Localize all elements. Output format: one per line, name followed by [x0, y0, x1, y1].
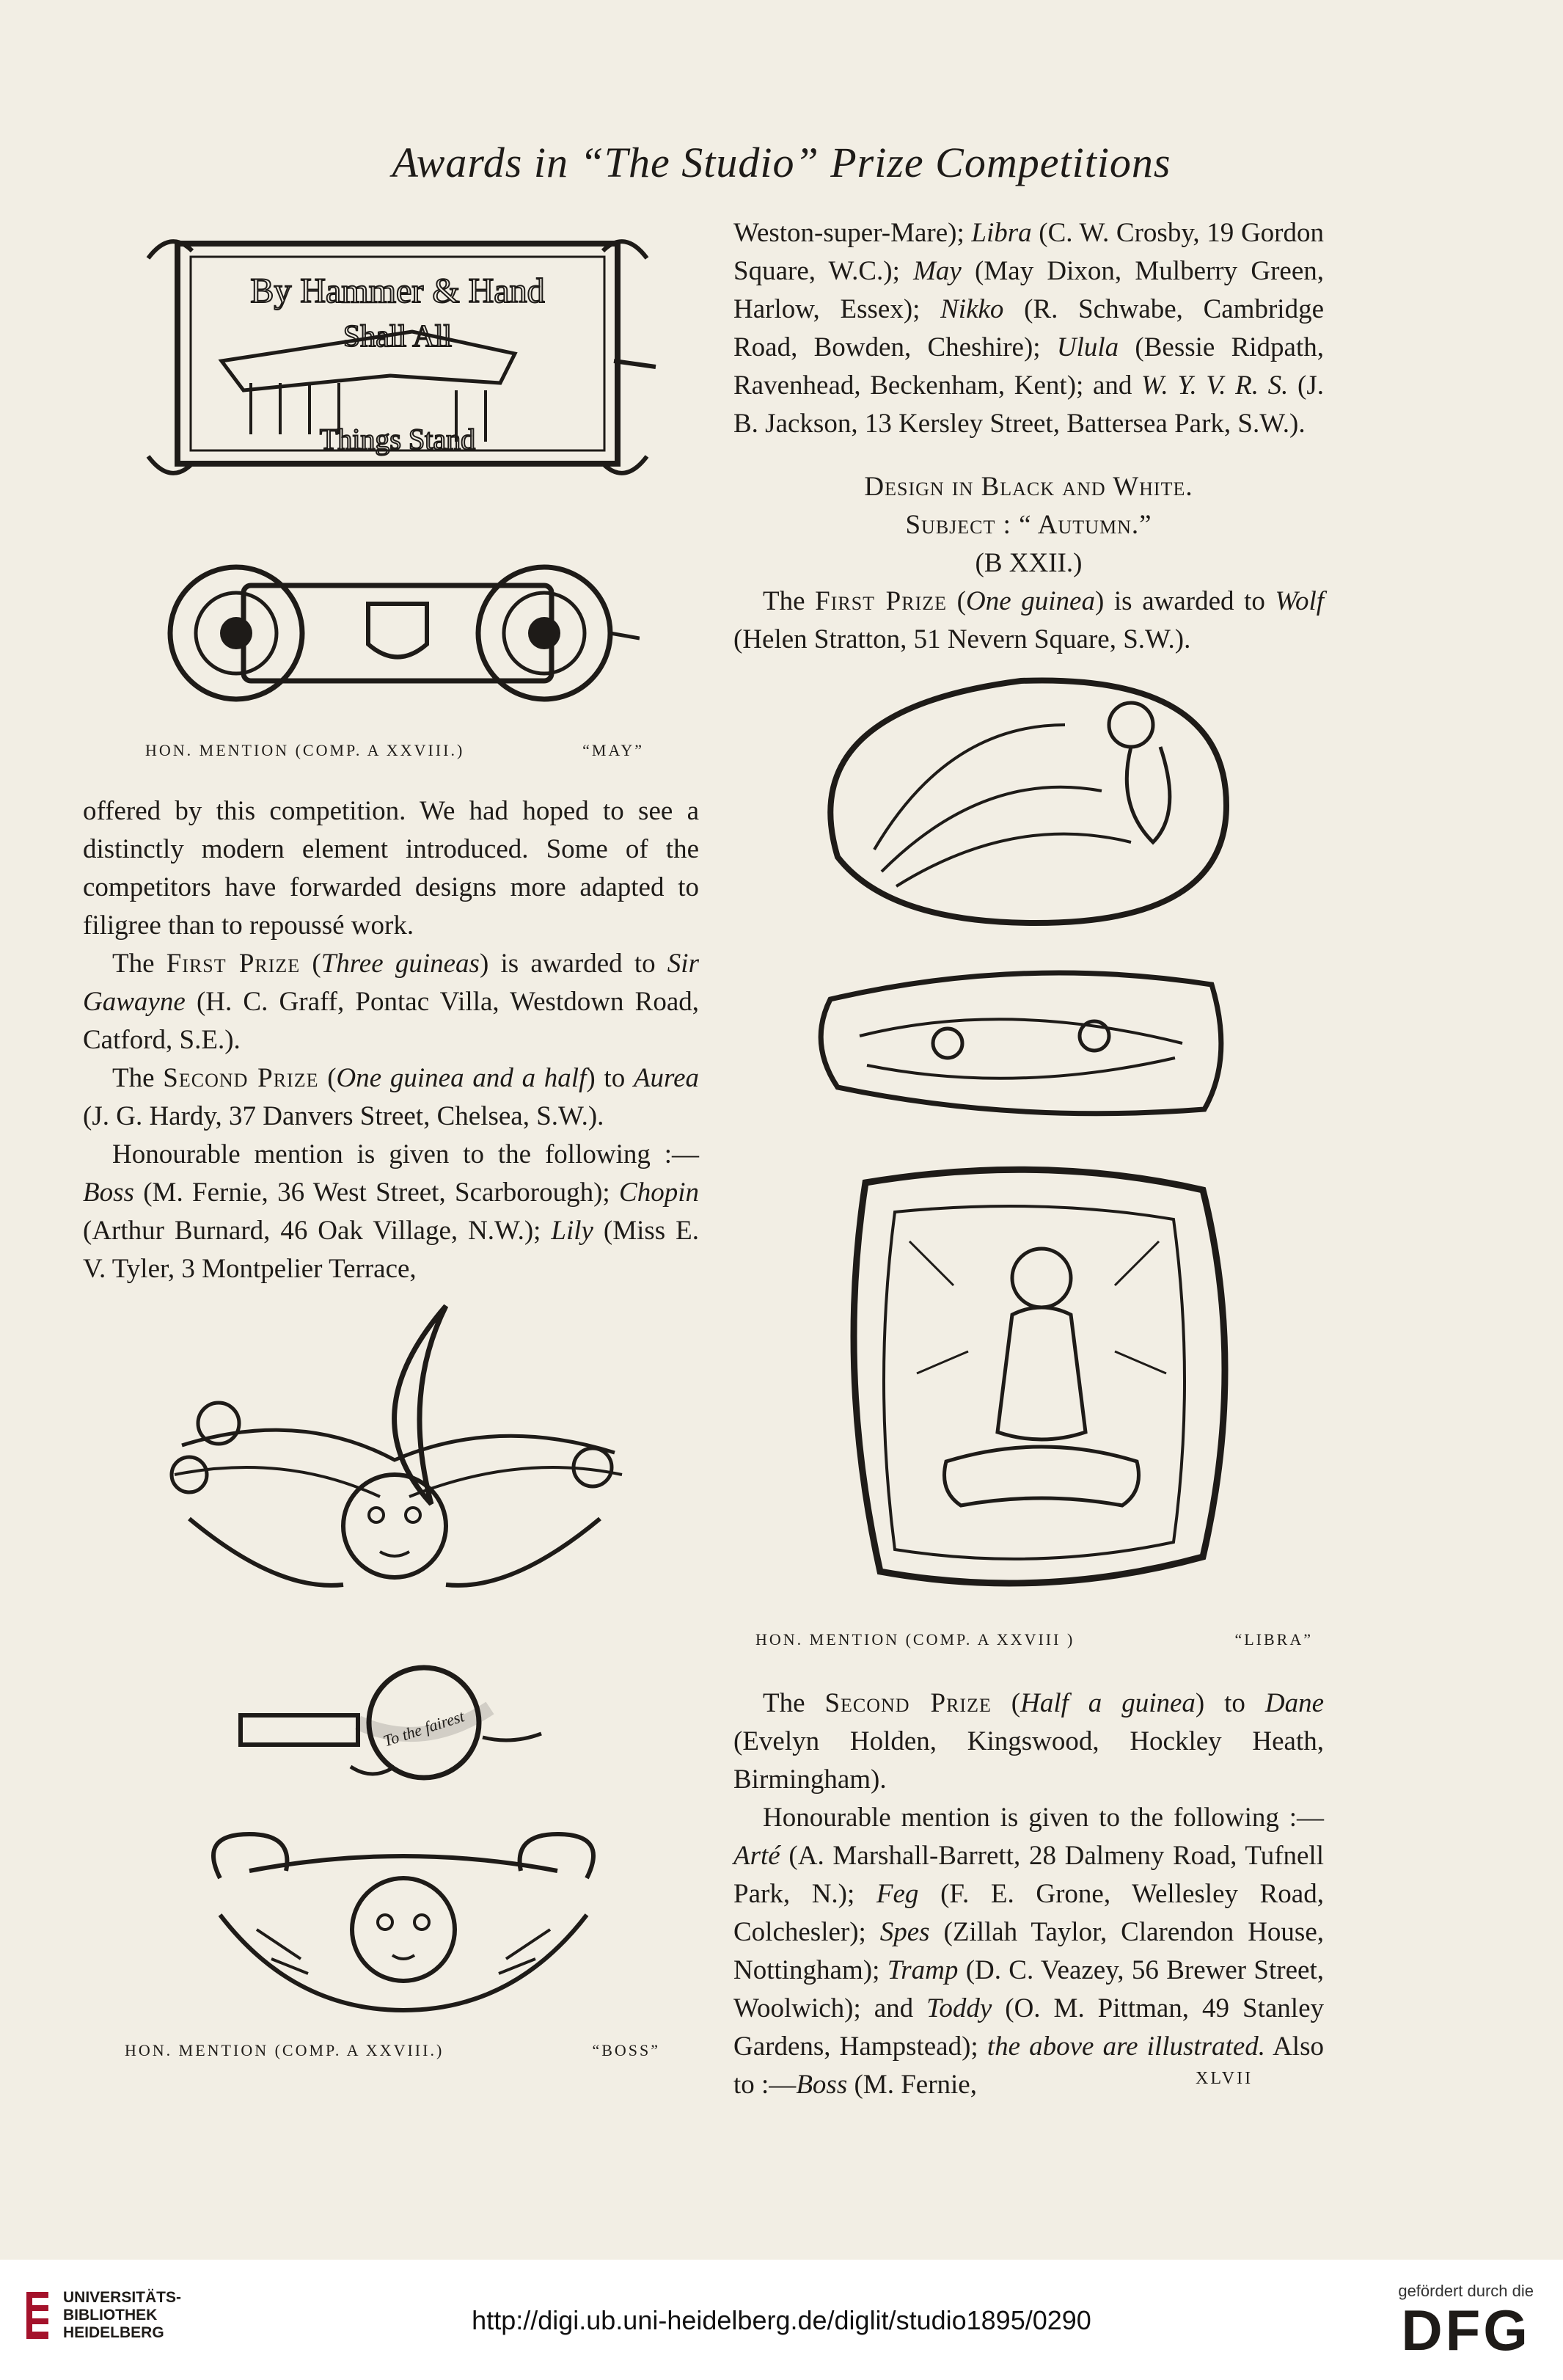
illustration-shell-brooch — [816, 674, 1237, 927]
funder-label: gefördert durch die — [1398, 2282, 1534, 2300]
digitisation-footer — [0, 2260, 1563, 2380]
left-column-text — [83, 792, 699, 1288]
ribbon-inscription: To the fairest — [381, 1706, 467, 1751]
dfg-logo[interactable]: DFG — [1401, 2298, 1531, 2362]
caption-libra-title: “LIBRA” — [1234, 1630, 1313, 1649]
figure-frame-brooch-drawing — [836, 1153, 1247, 1601]
motto-brooch-drawing — [133, 214, 662, 502]
left-paragraph-1: offered by this competition. We had hoped to see a distinctly modern element introduced. Some of the competitors have forwarded designs more adapted to filigree than to repoussé work. — [83, 796, 699, 941]
right-paragraph-entries: Weston-super-Mare); Libra (C. W. Crosby, 19 Gordon Square, W.C.); May (May Dixon, Mulberry Green, Harlow, Essex); Nikko (R. Schwabe, Cambridge Road, Bowden, Cheshire); Ulula (Bessie Ridpath, Ravenhead, Beckenham, Kent); and W. Y. V. R. S. (J. B. Jackson, 13 Kersley Street, Battersea Park, S.W.). — [733, 218, 1324, 439]
illustration-motto-brooch — [133, 214, 662, 502]
caption-boss — [125, 2041, 660, 2060]
caption-may — [145, 741, 644, 760]
section-heading-subject: Subject : “ Autumn.” — [905, 510, 1152, 540]
illustration-sun-face-brooch — [198, 1819, 609, 2018]
right-column-top — [733, 214, 1324, 659]
section-heading-design: Design in Black and White. — [864, 472, 1193, 502]
leaf-brooch-drawing — [816, 955, 1230, 1124]
caption-boss-title: “BOSS” — [592, 2041, 660, 2059]
left-paragraph-second-prize: The Second Prize (One guinea and a half) to Aurea (J. G. Hardy, 37 Danvers Street, Chelsea, S.W.). — [83, 1063, 699, 1131]
caption-boss-label: HON. MENTION (COMP. A XXVIII.) — [125, 2041, 444, 2059]
right-paragraph-first-prize: The First Prize (One guinea) is awarded to Wolf (Helen Stratton, 51 Nevern Square, S.W.). — [733, 586, 1324, 654]
caption-may-label: HON. MENTION (COMP. A XXVIII.) — [145, 741, 465, 759]
motto-line-1: By Hammer & Hand — [250, 271, 545, 310]
motto-line-2: Shall All — [343, 320, 453, 354]
right-column-bottom — [733, 1684, 1324, 2104]
rose-brooch-drawing — [155, 556, 640, 710]
section-heading-code: (B XXII.) — [975, 548, 1083, 578]
permalink-url[interactable]: http://digi.ub.uni-heidelberg.de/diglit/studio1895/0290 — [472, 2305, 1091, 2335]
running-head: Awards in “The Studio” Prize Competitions — [392, 139, 1171, 186]
library-name: UNIVERSITÄTS- BIBLIOTHEK HEIDELBERG — [63, 2289, 182, 2341]
left-paragraph-honourable-mention: Honourable mention is given to the following :— Boss (M. Fernie, 36 West Street, Scarborough); Chopin (Arthur Burnard, 46 Oak Village, N.W.); Lily (Miss E. V. Tyler, 3 Montpelier Terrace, — [83, 1139, 699, 1284]
funder-credit — [1398, 2282, 1534, 2362]
illustration-moon-brooch — [153, 1299, 637, 1636]
shell-brooch-drawing — [816, 674, 1237, 927]
motto-line-3: Things Stand — [319, 423, 476, 456]
caption-libra — [755, 1630, 1313, 1649]
sun-face-brooch-drawing — [198, 1819, 609, 2018]
illustration-rose-brooch — [155, 556, 640, 710]
illustration-figure-frame-brooch — [836, 1153, 1247, 1601]
caption-may-title: “MAY” — [582, 741, 644, 759]
left-paragraph-first-prize: The First Prize (Three guineas) is awarded to Sir Gawayne (H. C. Graff, Pontac Villa, Westdown Road, Catford, S.E.). — [83, 949, 699, 1055]
illustration-leaf-brooch — [816, 955, 1230, 1124]
illustration-ribbon-brooch — [233, 1657, 556, 1789]
ribbon-brooch-drawing — [233, 1657, 556, 1789]
caption-libra-label: HON. MENTION (COMP. A XXVIII ) — [755, 1630, 1075, 1649]
moon-brooch-drawing — [153, 1299, 637, 1636]
right-paragraph-honourable-mention: Honourable mention is given to the following :— Arté (A. Marshall-Barrett, 28 Dalmeny Road, Tufnell Park, N.); Feg (F. E. Grone, Wellesley Road, Colchesler); Spes (Zillah Taylor, Clarendon House, Nottingham); Tramp (D. C. Veazey, 56 Brewer Street, Woolwich); and Toddy (O. M. Pittman, 49 Stanley Gardens, Hampstead); the above are illustrated. Also to :—Boss (M. Fernie, — [733, 1803, 1325, 2100]
page-folio: XLVII — [1196, 2069, 1253, 2088]
right-paragraph-second-prize: The Second Prize (Half a guinea) to Dane (Evelyn Holden, Kingswood, Hockley Heath, Birmingham). — [733, 1688, 1324, 1795]
